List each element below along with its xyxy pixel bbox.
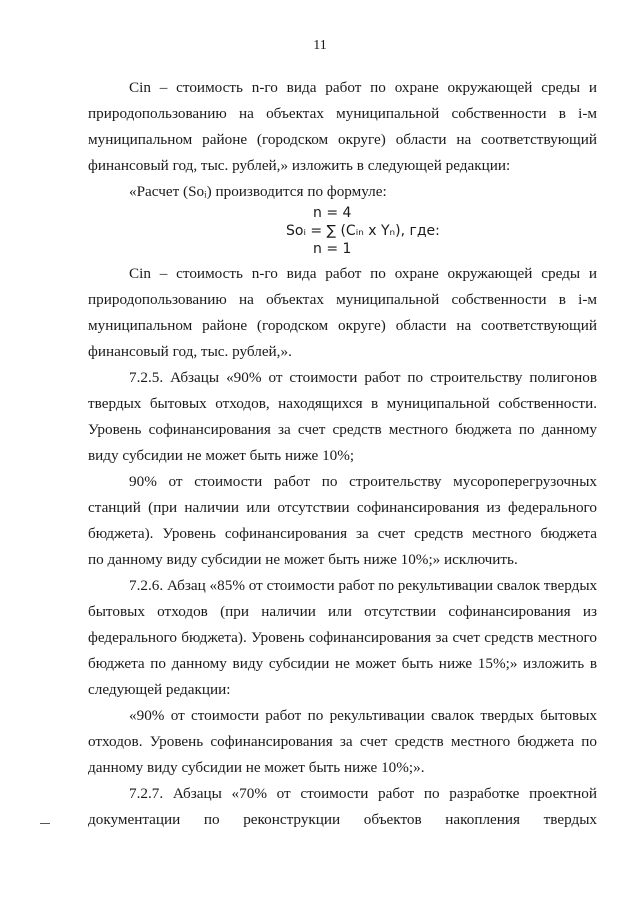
text-line: муниципальном районе (городском округе) области на соответствующий — [88, 317, 597, 334]
text-line: федерального бюджета). Уровень софинансирования за счет средств местного — [88, 629, 597, 646]
text-line: 7.2.6. Абзац «85% от стоимости работ по рекультивации свалок твердых — [129, 577, 598, 594]
formula-expression: Soᵢ = ∑ (Cᵢₙ x Yₙ), где: — [286, 223, 440, 239]
text-line: отходов. Уровень софинансирования за счет средств местного бюджета по — [88, 733, 597, 750]
text-line: «Расчет (Soᵢ) производится по формуле: — [129, 183, 387, 200]
text-line: «90% от стоимости работ по рекультивации свалок твердых бытовых — [129, 707, 597, 724]
text-line: бюджета по данному виду субсидии не может быть ниже 15%;» изложить в — [88, 655, 597, 672]
text-line: природопользованию на объектах муниципальной собственности в i-м — [88, 291, 597, 308]
text-line: виду субсидии не может быть ниже 10%; — [88, 447, 355, 464]
text-line: 90% от стоимости работ по строительству мусороперегрузочных — [129, 473, 597, 490]
text-line: по данному виду субсидии не может быть ниже 10%;» исключить. — [88, 551, 518, 568]
page-number: 11 — [313, 38, 327, 53]
text-line: финансовый год, тыс. рублей,» изложить в следующей редакции: — [88, 157, 511, 174]
text-line: 7.2.7. Абзацы «70% от стоимости работ по разработке проектной — [129, 785, 597, 802]
text-line: муниципальном районе (городском округе) области на соответствующий — [88, 131, 597, 148]
sum-formula — [0, 205, 640, 261]
text-line: Cin – стоимость n-го вида работ по охране окружающей среды и — [129, 265, 597, 282]
text-line: бюджета). Уровень софинансирования за счет средств местного бюджета — [88, 525, 597, 542]
text-line: станций (при наличии или отсутствии софинансирования из федерального — [88, 499, 597, 516]
formula-lower-limit: n = 1 — [313, 241, 352, 257]
text-line: твердых бытовых отходов, находящихся в муниципальной собственности. — [88, 395, 597, 412]
text-line: Уровень софинансирования за счет средств местного бюджета по данному — [88, 421, 597, 438]
text-line: природопользованию на объектах муниципальной собственности в i-м — [88, 105, 597, 122]
text-line: следующей редакции: — [88, 681, 231, 698]
text-line: документации по реконструкции объектов накопления твердых — [88, 811, 597, 828]
text-line: 7.2.5. Абзацы «90% от стоимости работ по строительству полигонов — [129, 369, 597, 386]
margin-mark — [40, 823, 50, 824]
text-line: бытовых отходов (при наличии или отсутствии софинансирования из — [88, 603, 597, 620]
text-line: данному виду субсидии не может быть ниже 10%;». — [88, 759, 425, 776]
text-line: финансовый год, тыс. рублей,». — [88, 343, 292, 360]
text-line: Cin – стоимость n-го вида работ по охране окружающей среды и — [129, 79, 597, 96]
formula-upper-limit: n = 4 — [313, 205, 352, 221]
